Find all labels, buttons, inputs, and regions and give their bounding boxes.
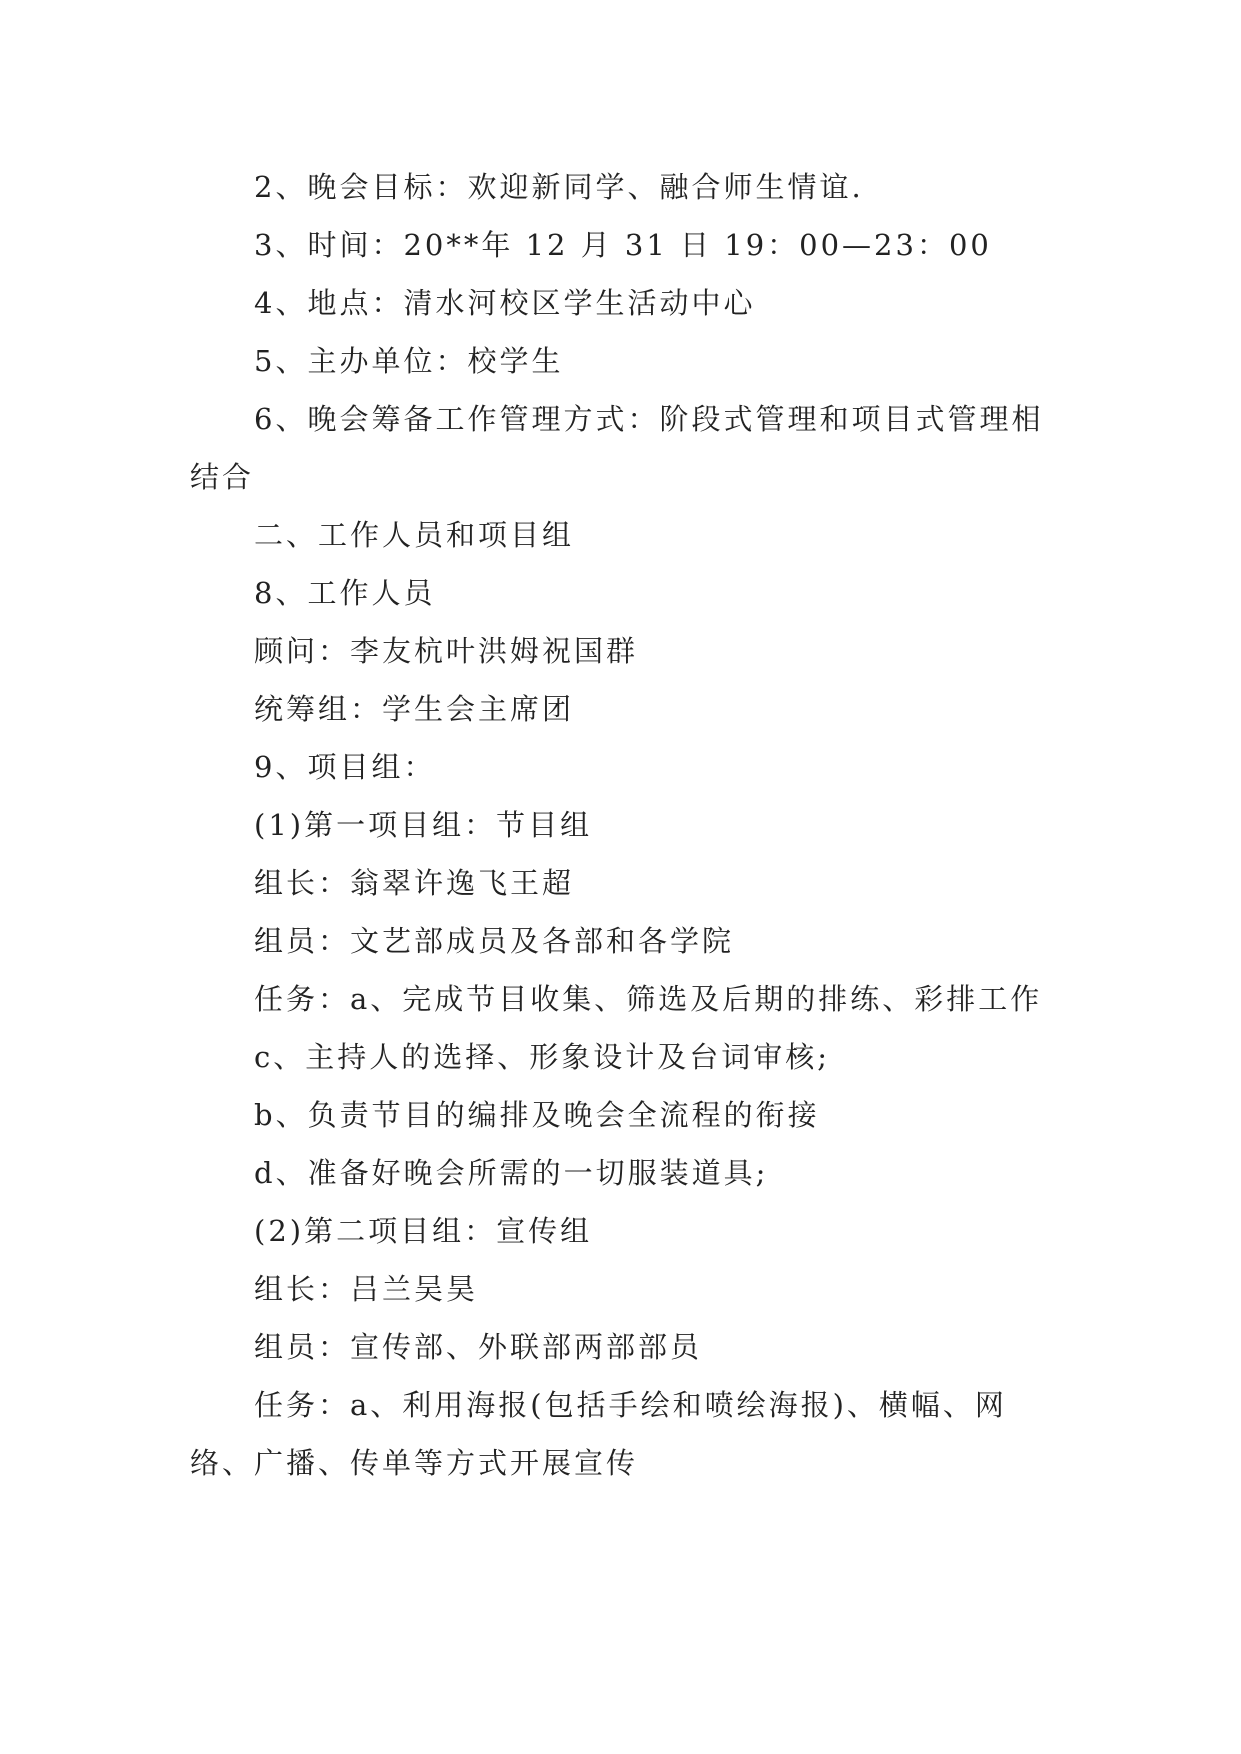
section-heading-staff: 二、工作人员和项目组 [254, 518, 575, 552]
paragraph-group2-task-a: 任务：a、利用海报(包括手绘和喷绘海报)、横幅、网络、广播、传单等方式开展宣传 [190, 1388, 1007, 1480]
paragraph-group1-task-d: d、准备好晚会所需的一切服装道具; [254, 1156, 769, 1190]
paragraph-group2-leaders: 组长：吕兰吴昊 [254, 1272, 479, 1306]
paragraph-group1-task-c: c、主持人的选择、形象设计及台词审核; [254, 1040, 831, 1074]
paragraph-group1-task-b: b、负责节目的编排及晚会全流程的衔接 [254, 1098, 820, 1132]
paragraph-group2-members: 组员：宣传部、外联部两部部员 [254, 1330, 703, 1364]
paragraph-location: 4、地点：清水河校区学生活动中心 [254, 286, 756, 320]
document-body [190, 158, 1050, 1492]
paragraph-group2-title: (2)第二项目组：宣传组 [254, 1214, 593, 1248]
paragraph-time: 3、时间：20**年 12 月 31 日 19：00—23：00 [254, 228, 992, 262]
paragraph-coordination: 统筹组：学生会主席团 [254, 692, 575, 726]
paragraph-goal: 2、晚会目标：欢迎新同学、融合师生情谊. [254, 170, 864, 204]
paragraph-group1-leaders: 组长：翁翠许逸飞王超 [254, 866, 575, 900]
paragraph-group1-members: 组员：文艺部成员及各部和各学院 [254, 924, 735, 958]
paragraph-group1-task-a: 任务：a、完成节目收集、筛选及后期的排练、彩排工作 [254, 982, 1043, 1016]
paragraph-organizer: 5、主办单位：校学生 [254, 344, 564, 378]
paragraph-staff: 8、工作人员 [254, 576, 436, 610]
paragraph-project-groups: 9、项目组： [254, 750, 436, 784]
paragraph-advisors: 顾问：李友杭叶洪姆祝国群 [254, 634, 639, 668]
paragraph-group1-title: (1)第一项目组：节目组 [254, 808, 593, 842]
paragraph-management: 6、晚会筹备工作管理方式：阶段式管理和项目式管理相结合 [190, 402, 1044, 494]
